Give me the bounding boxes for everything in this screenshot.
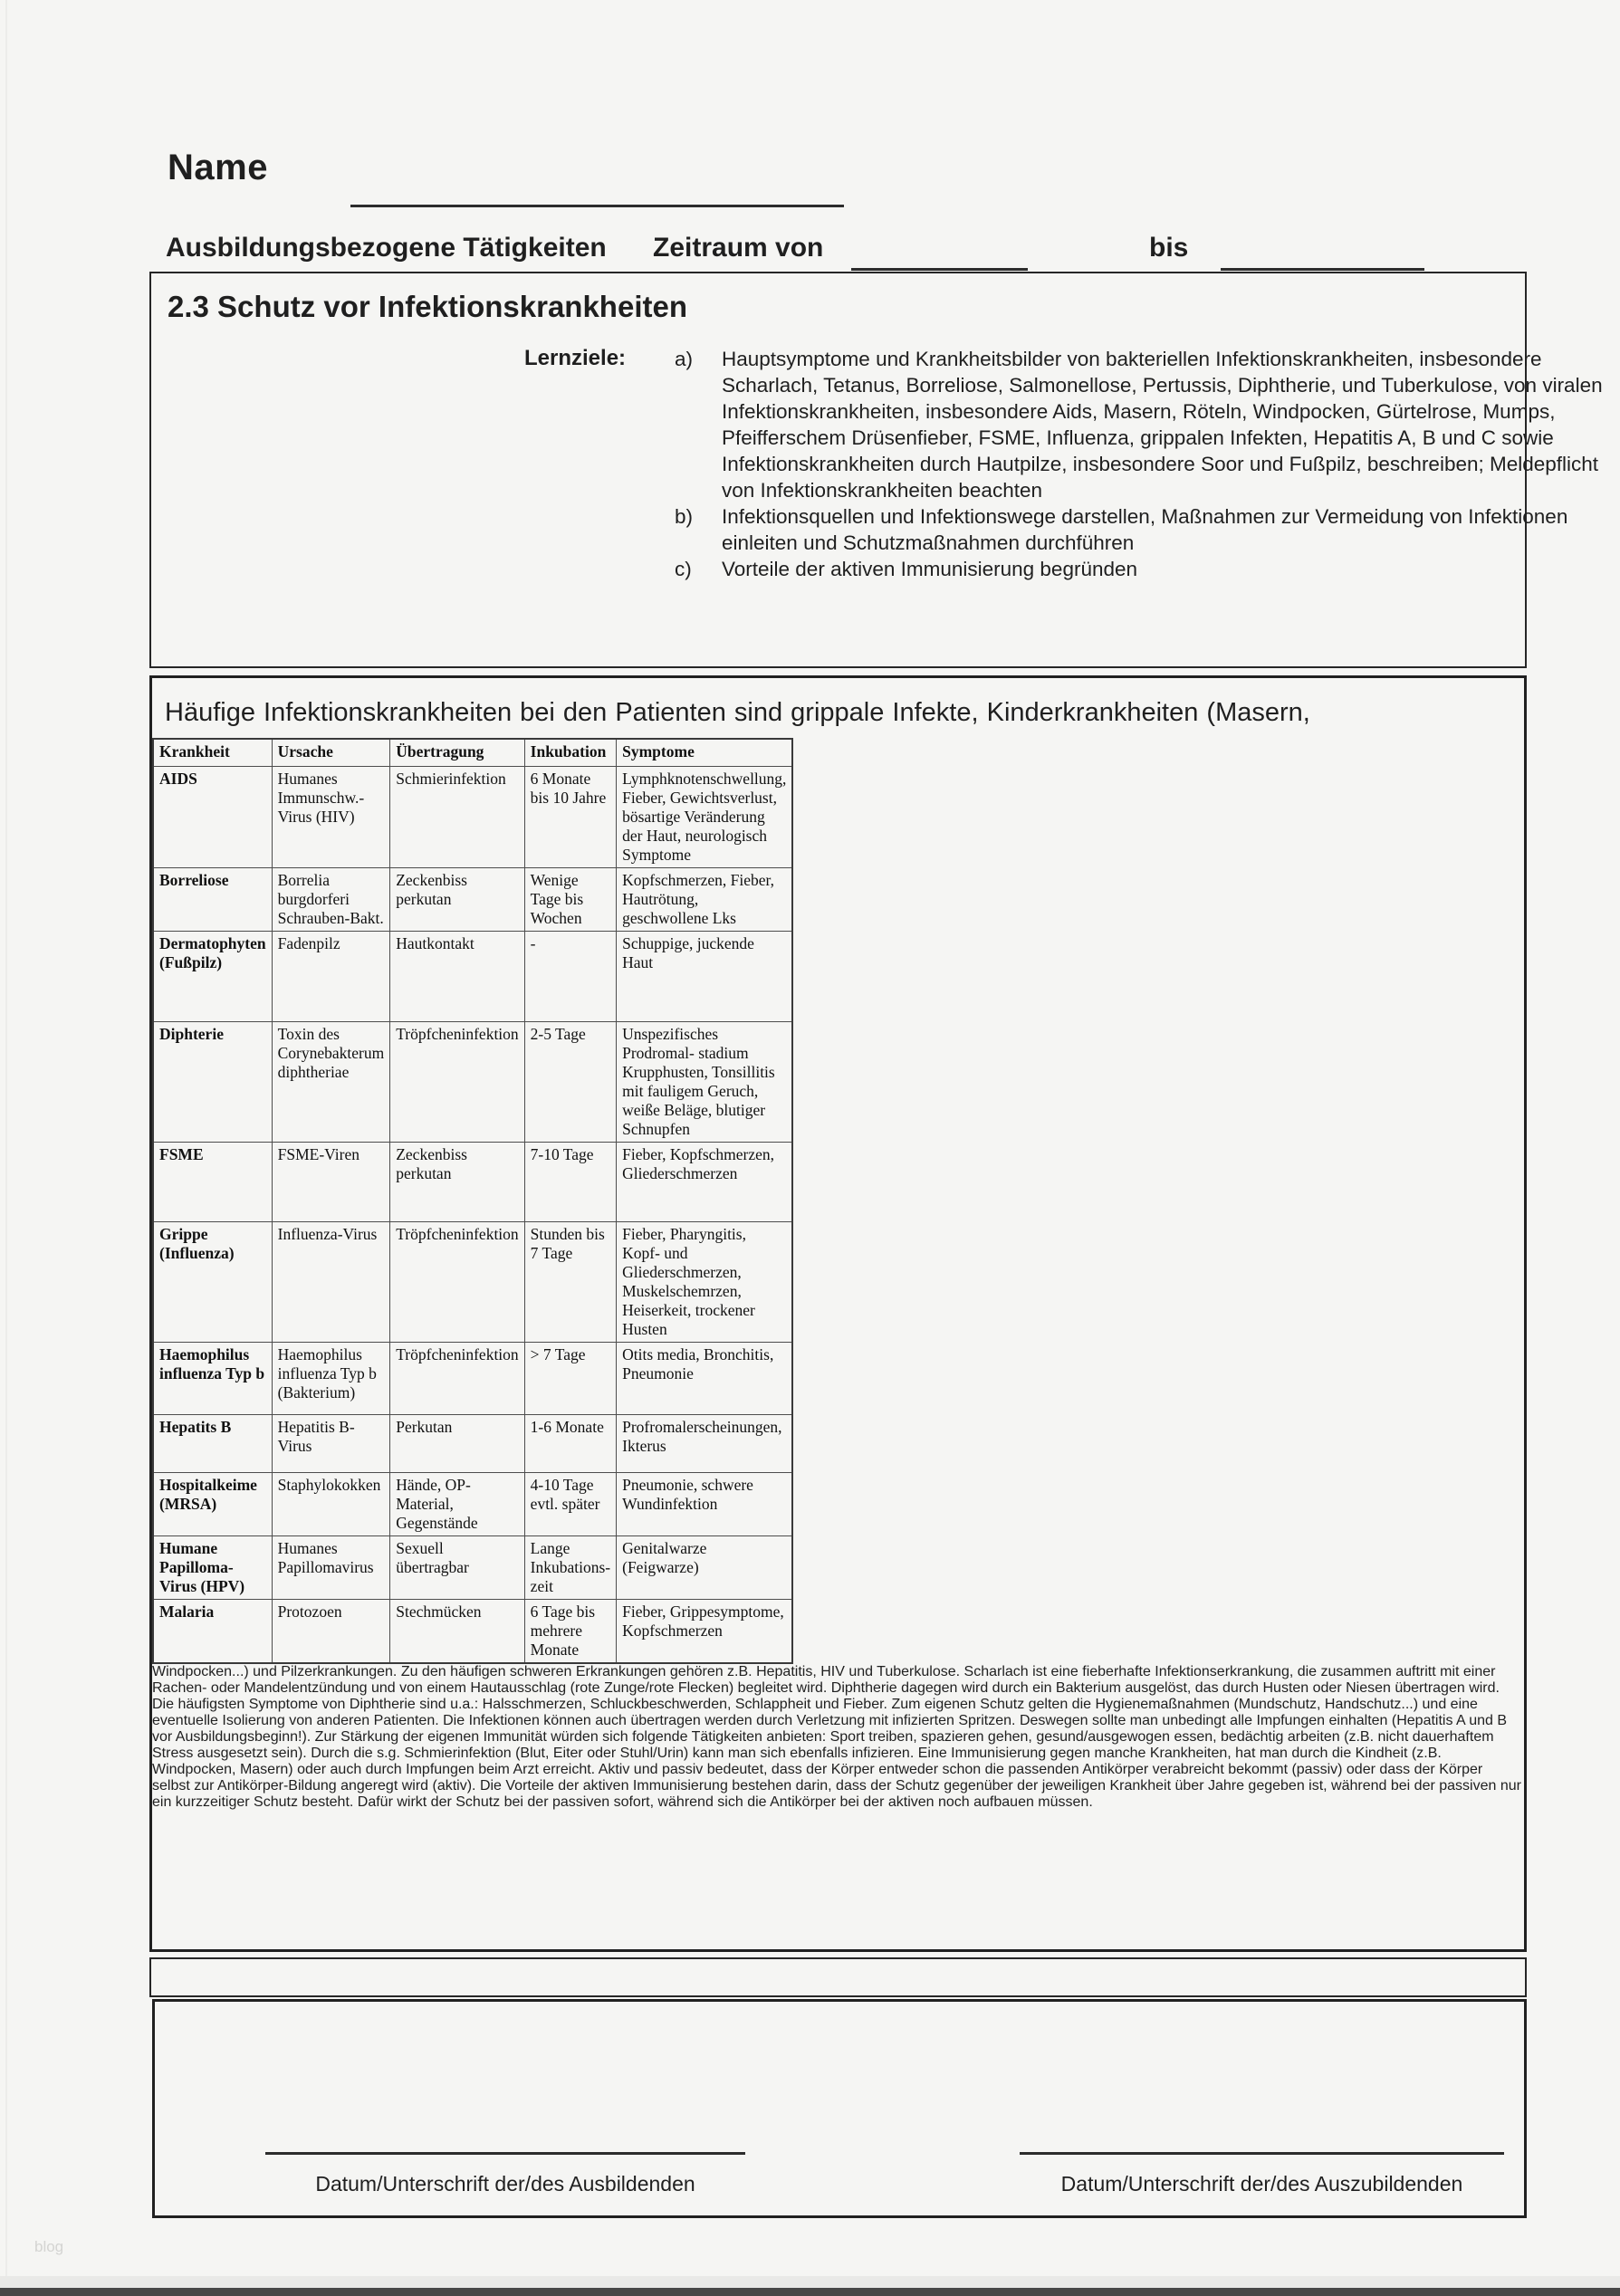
disease-cause-cell: Protozoen bbox=[272, 1599, 390, 1663]
disease-symptoms-cell: Unspezifisches Prodromal- stadium Krupphusten, Tonsillitis mit fauligem Geruch, weiße Beläge, blutiger Schnupfen bbox=[617, 1021, 793, 1142]
learning-goal-item bbox=[675, 346, 1620, 503]
disease-transmission-cell: Perkutan bbox=[390, 1414, 524, 1472]
column-header-inkubation: Inkubation bbox=[524, 739, 616, 766]
disease-table-row bbox=[153, 1142, 792, 1221]
disease-transmission-cell: Schmierinfektion bbox=[390, 766, 524, 867]
learning-goal-text: Hauptsymptome und Krankheitsbilder von bakteriellen Infektionskrankheiten, insbesondere Scharlach, Tetanus, Borreliose, Salmonellose, Pertussis, Diphtherie, und Tuberkulose, von viralen Infektionskrankheiten, insbesondere Aids, Masern, Röteln, Windpocken, Gürtelrose, Mumps, Pfeifferschem Drüsenfieber, FSME, Influenza, grippalen Infekten, Hepatitis A, B und C sowie Infektionskrankheiten durch Hautpilze, insbesondere Soor und Fußpilz, beschreiben; Meldepflicht von Infektionskrankheiten beachten bbox=[722, 348, 1603, 502]
period-from-label: Zeitraum von bbox=[653, 233, 824, 263]
disease-table-header-row bbox=[153, 739, 792, 766]
learning-goal-text: Vorteile der aktiven Immunisierung begründen bbox=[722, 558, 1138, 580]
learning-goal-marker: a) bbox=[675, 348, 694, 370]
disease-name-cell: AIDS bbox=[153, 766, 272, 867]
disease-symptoms-cell: Schuppige, juckende Haut bbox=[617, 931, 793, 1021]
scan-bottom-light-band bbox=[0, 2276, 1620, 2288]
disease-name-cell: Borreliose bbox=[153, 867, 272, 931]
name-label: Name bbox=[168, 148, 268, 187]
disease-name-cell: FSME bbox=[153, 1142, 272, 1221]
disease-incubation-cell: > 7 Tage bbox=[524, 1342, 616, 1414]
trainee-signature-label: Datum/Unterschrift der/des Auszubildenden bbox=[1060, 2172, 1463, 2196]
disease-transmission-cell: Stechmücken bbox=[390, 1599, 524, 1663]
disease-symptoms-cell: Lymphknotenschwellung, Fieber, Gewichtsverlust, bösartige Veränderung der Haut, neurologisch Symptome bbox=[617, 766, 793, 867]
disease-table-row bbox=[153, 1472, 792, 1535]
disease-transmission-cell: Tröpfcheninfektion bbox=[390, 1021, 524, 1142]
disease-incubation-cell: - bbox=[524, 931, 616, 1021]
disease-incubation-cell: 4-10 Tage evtl. später bbox=[524, 1472, 616, 1535]
essay-text-lead: Häufige Infektionskrankheiten bei den Patienten sind grippale Infekte, Kinderkrankheiten (Masern, bbox=[165, 698, 1310, 727]
disease-table-row bbox=[153, 1342, 792, 1414]
disease-name-cell: Haemophilus influenza Typ b bbox=[153, 1342, 272, 1414]
period-to-label: bis bbox=[1149, 233, 1189, 263]
essay-box bbox=[149, 675, 1527, 1952]
disease-cause-cell: Staphylokokken bbox=[272, 1472, 390, 1535]
learning-goals-label: Lernziele: bbox=[524, 346, 627, 370]
activities-label: Ausbildungsbezogene Tätigkeiten bbox=[166, 233, 607, 263]
disease-symptoms-cell: Fieber, Grippesymptome, Kopfschmerzen bbox=[617, 1599, 793, 1663]
scan-edge-shadow bbox=[5, 0, 7, 2296]
disease-table-row bbox=[153, 766, 792, 867]
watermark-text: blog bbox=[34, 2238, 64, 2255]
signature-box bbox=[152, 1999, 1527, 2218]
disease-incubation-cell: 6 Monate bis 10 Jahre bbox=[524, 766, 616, 867]
disease-cause-cell: Hepatitis B- Virus bbox=[272, 1414, 390, 1472]
disease-incubation-cell: Wenige Tage bis Wochen bbox=[524, 867, 616, 931]
learning-goal-item bbox=[675, 503, 1620, 556]
disease-cause-cell: Influenza-Virus bbox=[272, 1221, 390, 1342]
disease-cause-cell: Humanes Immunschw.- Virus (HIV) bbox=[272, 766, 390, 867]
disease-name-cell: Humane Papilloma-Virus (HPV) bbox=[153, 1535, 272, 1599]
disease-symptoms-cell: Otits media, Bronchitis, Pneumonie bbox=[617, 1342, 793, 1414]
disease-table-row bbox=[153, 1021, 792, 1142]
trainee-signature-line bbox=[1020, 2152, 1504, 2155]
disease-incubation-cell: 1-6 Monate bbox=[524, 1414, 616, 1472]
period-from-blank-line bbox=[851, 268, 1028, 271]
disease-incubation-cell: 6 Tage bis mehrere Monate bbox=[524, 1599, 616, 1663]
disease-transmission-cell: Tröpfcheninfektion bbox=[390, 1342, 524, 1414]
learning-goal-marker: c) bbox=[675, 558, 692, 580]
period-to-blank-line bbox=[1221, 268, 1424, 271]
disease-name-cell: Grippe (Influenza) bbox=[153, 1221, 272, 1342]
disease-cause-cell: Fadenpilz bbox=[272, 931, 390, 1021]
essay-text-body: Windpocken...) und Pilzerkrankungen. Zu den häufigen schweren Erkrankungen gehören z.B. Hepatitis, HIV und Tuberkulose. Scharlach ist eine fieberhafte Infektionserkrankung, die zusammen auftritt mit einer Rachen- oder Mandelentzündung und von einem Hautausschlag (rote Zunge/rote Flecken) begleitet wird. Diphtherie dagegen wird durch ein Bakterium ausgelöst, das durch Husten oder Niesen übertragen wird. Die häufigsten Symptome von Diphtherie sind u.a.: Halsschmerzen, Schluckbeschwerden, Schlappheit und Fieber. Zum eigenen Schutz gelten die Hygienemaßnahmen (Mundschutz, Handschutz...) und eine eventuelle Isolierung von anderen Patienten. Die Infektionen können auch übertragen werden durch Verletzung mit infizierten Spritzen. Deswegen sollte man unbedingt alle Impfungen einhalten (Hepatitis A und B vor Ausbildungsbeginn!). Zur Stärkung der eigenen Immunität würden sich folgende Tätigkeiten anbieten: Sport treiben, spazieren gehen, gesund/ausgewogen essen, bedächtig arbeiten (z.B. nicht dauerhaftem Stress ausgesetzt sein). Durch die s.g. Schmierinfektion (Blut, Eiter oder Stuhl/Urin) kann man sich ebenfalls infizieren. Eine Immunisierung gegen manche Krankheiten, hat man durch die Kindheit (z.B. Windpocken, Masern) oder auch durch Impfungen beim Arzt erreicht. Aktiv und passiv bedeutet, dass der Körper entweder schon die passenden Antikörper verabreicht bekommt (passiv) oder dass der Körper selbst zur Antikörper-Bildung angeregt wird (aktiv). Die Vorteile der aktiven Immunisierung bestehen darin, dass der Schutz gegenüber der jeweiligen Krankheit über Jahre gegeben ist, während bei der passiven nur ein kurzzeitiger Schutz besteht. Dafür wirkt der Schutz bei der passiven sofort, während sich die Antikörper bei der aktiven noch aufbauen müssen. bbox=[152, 1663, 1521, 1810]
learning-goal-item bbox=[675, 556, 1620, 582]
disease-name-cell: Hospitalkeime (MRSA) bbox=[153, 1472, 272, 1535]
disease-table-body bbox=[153, 766, 792, 1663]
disease-symptoms-cell: Fieber, Pharyngitis, Kopf- und Gliederschmerzen, Muskelschemrzen, Heiserkeit, trockener Husten bbox=[617, 1221, 793, 1342]
disease-symptoms-cell: Pneumonie, schwere Wundinfektion bbox=[617, 1472, 793, 1535]
disease-transmission-cell: Tröpfcheninfektion bbox=[390, 1221, 524, 1342]
disease-transmission-cell: Sexuell übertragbar bbox=[390, 1535, 524, 1599]
disease-transmission-cell: Zeckenbiss perkutan bbox=[390, 1142, 524, 1221]
disease-incubation-cell: Stunden bis 7 Tage bbox=[524, 1221, 616, 1342]
disease-name-cell: Hepatits B bbox=[153, 1414, 272, 1472]
disease-symptoms-cell: Kopfschmerzen, Fieber, Hautrötung, geschwollene Lks bbox=[617, 867, 793, 931]
disease-table-row bbox=[153, 1535, 792, 1599]
disease-incubation-cell: 2-5 Tage bbox=[524, 1021, 616, 1142]
disease-table bbox=[152, 738, 793, 1664]
disease-incubation-cell: 7-10 Tage bbox=[524, 1142, 616, 1221]
disease-name-cell: Dermatophyten (Fußpilz) bbox=[153, 931, 272, 1021]
disease-table-row bbox=[153, 931, 792, 1021]
column-header-uebertragung: Übertragung bbox=[390, 739, 524, 766]
trainer-signature-label: Datum/Unterschrift der/des Ausbildenden bbox=[315, 2172, 695, 2196]
learning-goal-text: Infektionsquellen und Infektionswege darstellen, Maßnahmen zur Vermeidung von Infektionen einleiten und Schutzmaßnahmen durchführen bbox=[722, 505, 1568, 554]
disease-cause-cell: Humanes Papillomavirus bbox=[272, 1535, 390, 1599]
disease-transmission-cell: Hände, OP- Material, Gegenstände bbox=[390, 1472, 524, 1535]
disease-cause-cell: Haemophilus influenza Typ b (Bakterium) bbox=[272, 1342, 390, 1414]
disease-symptoms-cell: Fieber, Kopfschmerzen, Gliederschmerzen bbox=[617, 1142, 793, 1221]
trainer-signature-line bbox=[265, 2152, 745, 2155]
learning-goal-marker: b) bbox=[675, 505, 694, 528]
empty-notes-strip bbox=[149, 1957, 1527, 1997]
disease-name-cell: Diphterie bbox=[153, 1021, 272, 1142]
column-header-ursache: Ursache bbox=[272, 739, 390, 766]
column-header-krankheit: Krankheit bbox=[153, 739, 272, 766]
disease-transmission-cell: Hautkontakt bbox=[390, 931, 524, 1021]
disease-table-row bbox=[153, 1599, 792, 1663]
section-title: 2.3 Schutz vor Infektionskrankheiten bbox=[168, 290, 687, 323]
disease-name-cell: Malaria bbox=[153, 1599, 272, 1663]
essay-paragraph bbox=[165, 687, 1511, 738]
disease-cause-cell: Borrelia burgdorferi Schrauben-Bakt. bbox=[272, 867, 390, 931]
disease-incubation-cell: Lange Inkubations- zeit bbox=[524, 1535, 616, 1599]
disease-transmission-cell: Zeckenbiss perkutan bbox=[390, 867, 524, 931]
disease-table-row bbox=[153, 1221, 792, 1342]
name-blank-line bbox=[350, 205, 844, 207]
disease-symptoms-cell: Genitalwarze (Feigwarze) bbox=[617, 1535, 793, 1599]
scan-bottom-dark-bar bbox=[0, 2288, 1620, 2296]
disease-cause-cell: FSME-Viren bbox=[272, 1142, 390, 1221]
disease-symptoms-cell: Profromalerscheinungen, Ikterus bbox=[617, 1414, 793, 1472]
disease-table-row bbox=[153, 867, 792, 931]
disease-table-row bbox=[153, 1414, 792, 1472]
disease-cause-cell: Toxin des Corynebakterum diphtheriae bbox=[272, 1021, 390, 1142]
learning-goals-list bbox=[675, 346, 1620, 582]
section-2-3-box bbox=[149, 272, 1603, 668]
column-header-symptome: Symptome bbox=[617, 739, 793, 766]
